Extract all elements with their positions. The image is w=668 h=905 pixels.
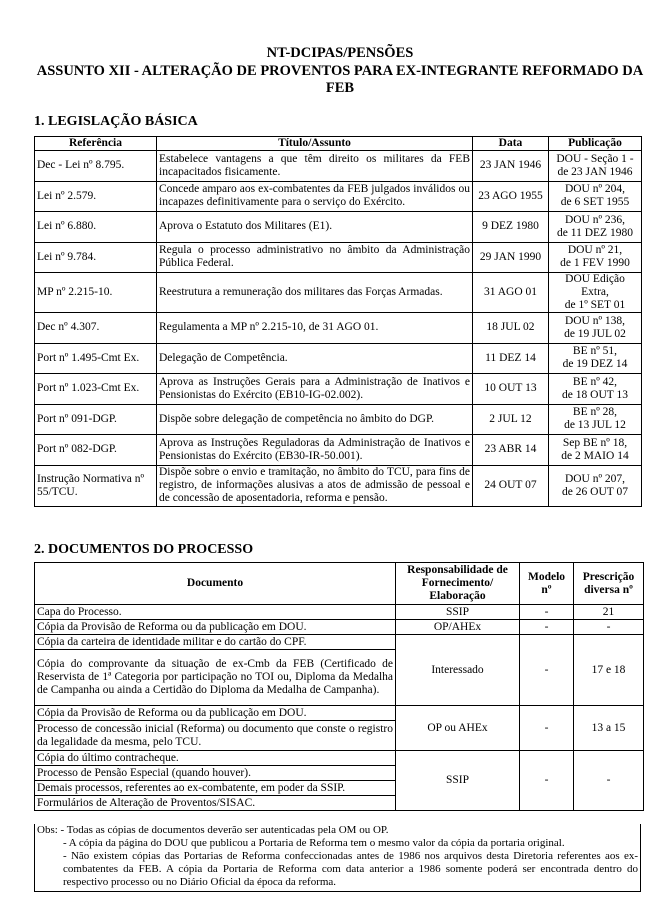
publication-line-1: DOU nº 236, — [564, 213, 626, 226]
title-cell: Aprova as Instruções Gerais para a Administração de Inativos e Pensionistas do Exército (EB10-IG-02.002). — [157, 374, 473, 405]
publication-line-2: de 13 JUL 12 — [564, 419, 626, 432]
publication-cell — [549, 374, 642, 405]
publication-cell — [549, 273, 642, 313]
reference-cell: Port nº 091-DGP. — [35, 404, 157, 435]
presc-cell: - — [574, 751, 644, 811]
table-header-row — [35, 137, 642, 151]
legislation-table-body — [35, 151, 642, 507]
date-cell: 23 ABR 14 — [473, 435, 549, 466]
section-1-title: 1. LEGISLAÇÃO BÁSICA — [34, 114, 198, 129]
table-row — [35, 273, 642, 313]
date-cell: 23 JAN 1946 — [473, 151, 549, 182]
resp-cell: SSIP — [396, 751, 520, 811]
observations-box — [34, 824, 641, 892]
table-row — [35, 242, 642, 273]
doc-cell: Cópia da carteira de identidade militar e do cartão do CPF. — [35, 635, 396, 650]
presc-cell: - — [574, 620, 644, 635]
presc-cell: 13 a 15 — [574, 706, 644, 751]
table-header-row — [35, 563, 644, 605]
table-row — [35, 605, 644, 620]
publication-line-1: DOU Edição Extra, — [565, 273, 625, 298]
date-cell: 29 JAN 1990 — [473, 242, 549, 273]
reference-cell: Lei nº 9.784. — [35, 242, 157, 273]
col-header-data: Data — [473, 137, 549, 151]
publication-cell — [549, 151, 642, 182]
doc-cell: Processo de Pensão Especial (quando houver). — [35, 766, 396, 781]
date-cell: 18 JUL 02 — [473, 313, 549, 344]
documents-table — [34, 562, 644, 811]
publication-line-1: Sep BE nº 18, — [562, 436, 628, 449]
obs-line-3: - Não existem cópias das Portarias de Reforma confeccionadas antes de 1986 nos arquivos desta Diretoria referentes aos ex-combatentes da FEB. A cópia da Portaria de Reforma com data anterior a 1986 somente poderá ser encontrada dentro do respectivo processo ou no Diário Oficial da época da reforma. — [63, 850, 638, 888]
reference-cell: MP nº 2.215-10. — [35, 273, 157, 313]
publication-line-1: DOU nº 138, — [564, 314, 626, 327]
publication-line-2: de 2 MAIO 14 — [561, 449, 629, 462]
publication-cell — [549, 343, 642, 374]
reference-cell: Port nº 1.495-Cmt Ex. — [35, 343, 157, 374]
table-row — [35, 181, 642, 212]
title-cell: Delegação de Competência. — [157, 343, 473, 374]
table-row — [35, 465, 642, 506]
presc-cell: 21 — [574, 605, 644, 620]
date-cell: 11 DEZ 14 — [473, 343, 549, 374]
resp-cell: Interessado — [396, 635, 520, 706]
doc-cell: Cópia do último contracheque. — [35, 751, 396, 766]
title-cell: Estabelece vantagens a que têm direito os militares da FEB incapacitados fisicamente. — [157, 151, 473, 182]
reference-cell: Dec - Lei nº 8.795. — [35, 151, 157, 182]
table-row — [35, 635, 644, 650]
publication-line-1: DOU nº 21, — [567, 244, 623, 257]
publication-line-2: de 26 OUT 07 — [562, 485, 628, 498]
publication-cell — [549, 181, 642, 212]
publication-line-1: BE nº 51, — [572, 345, 618, 358]
publication-cell — [549, 212, 642, 243]
resp-cell: SSIP — [396, 605, 520, 620]
doc-cell: Cópia do comprovante da situação de ex-Cmb da FEB (Certificado de Reservista de 1ª Categoria por participação no TOI ou, Diploma da Medalha de Campanha ou ainda a Certidão do Diploma da Medalha de Campanha). — [35, 650, 396, 706]
publication-cell — [549, 313, 642, 344]
doc-cell: Demais processos, referentes ao ex-combatente, em poder da SSIP. — [35, 781, 396, 796]
publication-cell — [549, 435, 642, 466]
obs-line-1: Obs: - Todas as cópias de documentos deverão ser autenticadas pela OM ou OP. — [37, 824, 389, 836]
date-cell: 2 JUL 12 — [473, 404, 549, 435]
table-row — [35, 374, 642, 405]
presc-cell: 17 e 18 — [574, 635, 644, 706]
table-row — [35, 313, 642, 344]
doc-cell: Capa do Processo. — [35, 605, 396, 620]
date-cell: 24 OUT 07 — [473, 465, 549, 506]
col-header-modelo: Modelo nº — [520, 563, 574, 605]
doc-cell: Formulários de Alteração de Proventos/SISAC. — [35, 796, 396, 811]
reference-cell: Port nº 1.023-Cmt Ex. — [35, 374, 157, 405]
col-header-documento: Documento — [35, 563, 396, 605]
title-cell: Regulamenta a MP nº 2.215-10, de 31 AGO 01. — [157, 313, 473, 344]
publication-line-2: de 19 JUL 02 — [564, 327, 626, 340]
reference-cell: Lei nº 6.880. — [35, 212, 157, 243]
title-cell: Regula o processo administrativo no âmbito da Administração Pública Federal. — [157, 242, 473, 273]
date-cell: 23 AGO 1955 — [473, 181, 549, 212]
date-cell: 31 AGO 01 — [473, 273, 549, 313]
date-cell: 9 DEZ 1980 — [473, 212, 549, 243]
publication-line-1: BE nº 28, — [572, 406, 618, 419]
subject-line-1: ASSUNTO XII - ALTERAÇÃO DE PROVENTOS PARA EX-INTEGRANTE REFORMADO DA — [36, 63, 644, 79]
modelo-cell: - — [520, 620, 574, 635]
obs-line-2: - A cópia da página do DOU que publicou a Portaria de Reforma tem o mesmo valor da cópia da portaria original. — [63, 837, 565, 849]
reference-cell: Dec nº 4.307. — [35, 313, 157, 344]
title-cell: Dispõe sobre o envio e tramitação, no âmbito do TCU, para fins de registro, de informações alusivas a atos de admissão de pessoal e de concessão de aposentadoria, reforma e pensão. — [157, 465, 473, 506]
table-row — [35, 706, 644, 721]
publication-cell — [549, 242, 642, 273]
col-header-prescricao: Prescrição diversa nº — [574, 563, 644, 605]
table-row — [35, 751, 644, 766]
publication-line-2: de 1 FEV 1990 — [560, 257, 630, 270]
publication-line-1: BE nº 42, — [572, 375, 618, 388]
date-cell: 10 OUT 13 — [473, 374, 549, 405]
col-header-publicacao: Publicação — [549, 137, 642, 151]
modelo-cell: - — [520, 706, 574, 751]
table-row — [35, 404, 642, 435]
doc-cell: Processo de concessão inicial (Reforma) ou documento que conste o registro da legalidade da mesma, pelo TCU. — [35, 721, 396, 751]
subject-line-2: FEB — [325, 80, 355, 96]
publication-line-2: de 6 SET 1955 — [560, 196, 630, 209]
publication-cell — [549, 465, 642, 506]
reference-cell: Instrução Normativa nº 55/TCU. — [35, 465, 157, 506]
title-cell: Reestrutura a remuneração dos militares das Forças Armadas. — [157, 273, 473, 313]
modelo-cell: - — [520, 605, 574, 620]
col-header-responsabilidade: Responsabilidade de Fornecimento/ Elaboração — [396, 563, 520, 605]
col-header-titulo: Título/Assunto — [157, 137, 473, 151]
reference-cell: Port nº 082-DGP. — [35, 435, 157, 466]
col-header-referencia: Referência — [35, 137, 157, 151]
title-cell: Aprova o Estatuto dos Militares (E1). — [157, 212, 473, 243]
publication-line-1: DOU nº 204, — [564, 183, 626, 196]
table-row — [35, 435, 642, 466]
table-row — [35, 343, 642, 374]
doc-cell: Cópia da Provisão de Reforma ou da publicação em DOU. — [35, 620, 396, 635]
resp-cell: OP/AHEx — [396, 620, 520, 635]
modelo-cell: - — [520, 751, 574, 811]
table-row — [35, 151, 642, 182]
doc-cell: Cópia da Provisão de Reforma ou da publicação em DOU. — [35, 706, 396, 721]
document-code: NT-DCIPAS/PENSÕES — [266, 45, 414, 61]
title-cell: Aprova as Instruções Reguladoras da Administração de Inativos e Pensionistas do Exército (EB30-IR-50.001). — [157, 435, 473, 466]
table-row — [35, 212, 642, 243]
publication-line-1: DOU - Seção 1 - — [556, 152, 634, 165]
publication-line-1: DOU nº 207, — [564, 472, 626, 485]
publication-line-2: de 1º SET 01 — [564, 299, 626, 311]
table-row — [35, 620, 644, 635]
publication-line-2: de 19 DEZ 14 — [562, 358, 628, 371]
publication-cell — [549, 404, 642, 435]
modelo-cell: - — [520, 635, 574, 706]
section-2-title: 2. DOCUMENTOS DO PROCESSO — [34, 542, 254, 557]
resp-cell: OP ou AHEx — [396, 706, 520, 751]
publication-line-2: de 23 JAN 1946 — [557, 165, 633, 178]
publication-line-2: de 11 DEZ 1980 — [557, 226, 633, 239]
legislation-table — [34, 136, 642, 507]
publication-line-2: de 18 OUT 13 — [562, 388, 628, 401]
reference-cell: Lei nº 2.579. — [35, 181, 157, 212]
title-cell: Dispõe sobre delegação de competência no âmbito do DGP. — [157, 404, 473, 435]
title-cell: Concede amparo aos ex-combatentes da FEB julgados inválidos ou incapazes definitivamente para o serviço do Exército. — [157, 181, 473, 212]
